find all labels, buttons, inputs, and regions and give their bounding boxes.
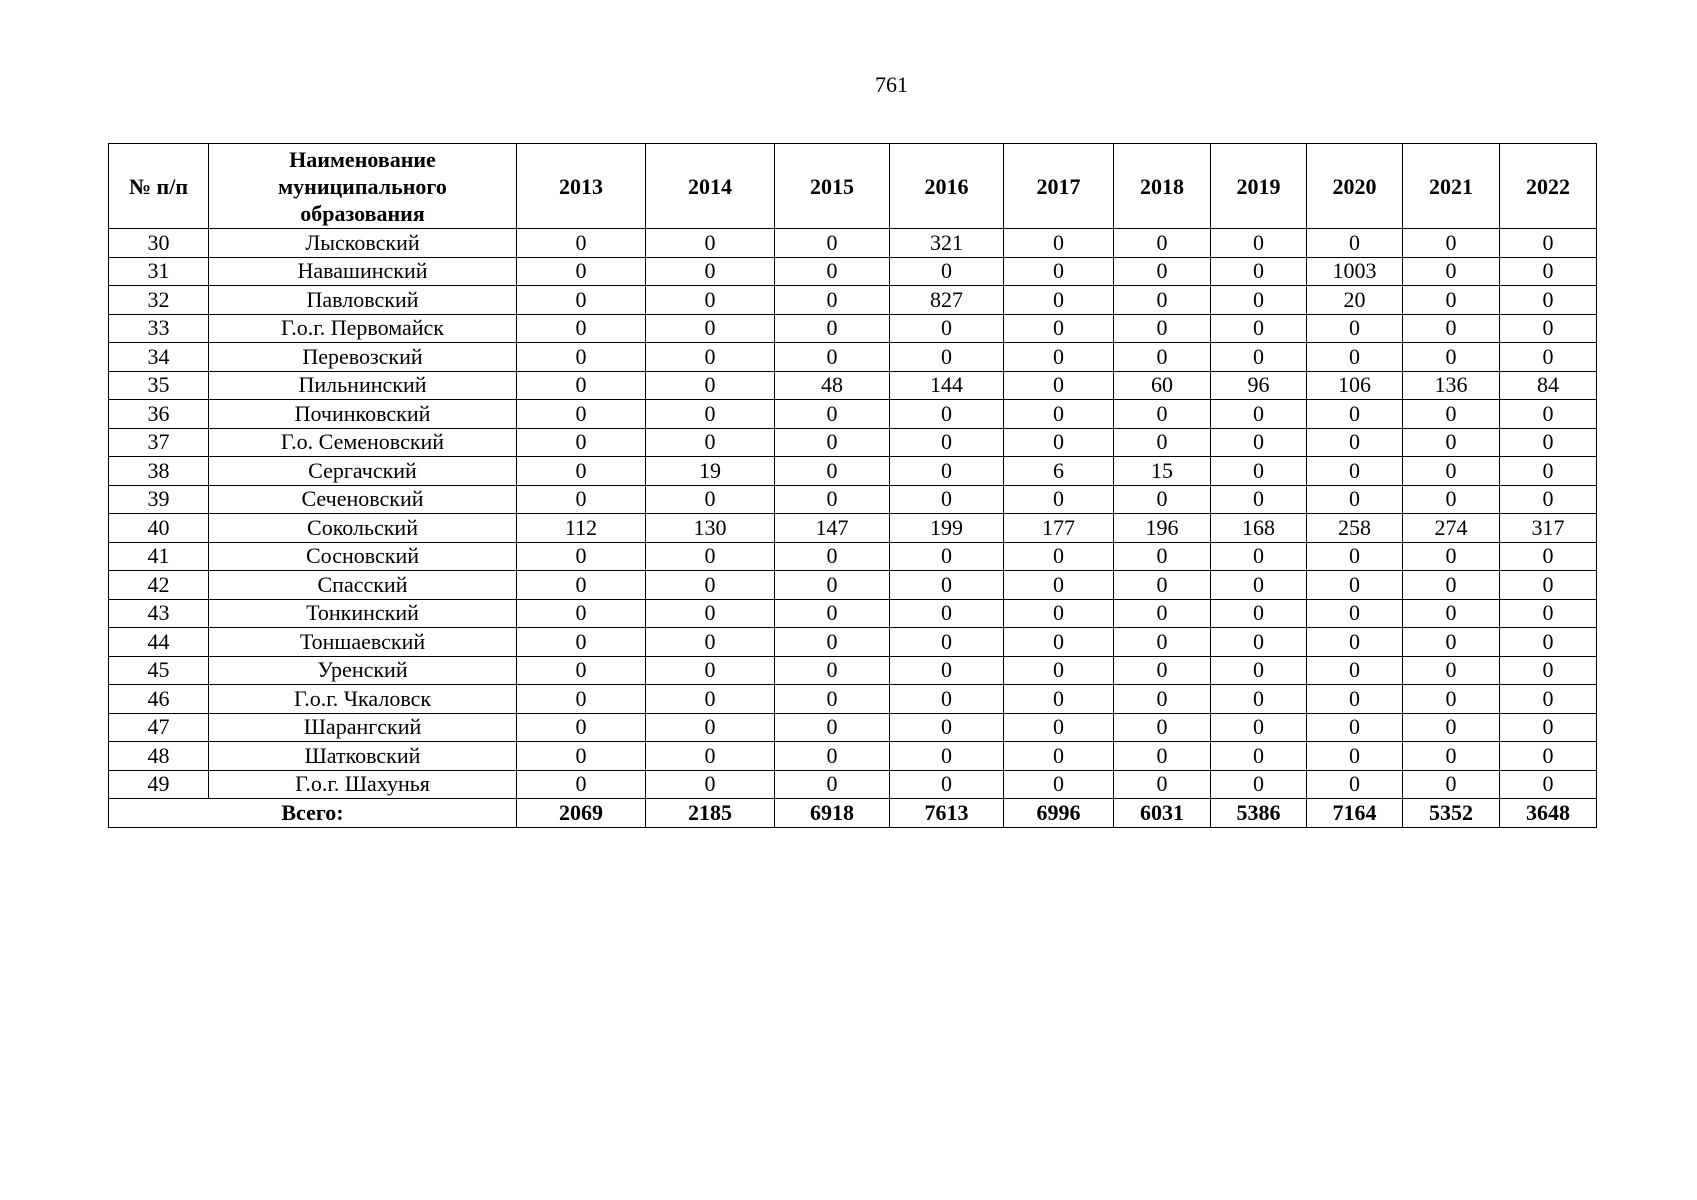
- row-number-cell: 31: [109, 257, 209, 286]
- table-row: [109, 400, 1597, 429]
- value-cell: 0: [1307, 542, 1403, 571]
- table-row: [109, 742, 1597, 771]
- value-cell: 0: [775, 286, 890, 315]
- value-cell: 0: [1211, 599, 1307, 628]
- value-cell: 0: [1114, 770, 1211, 799]
- table-row: [109, 343, 1597, 372]
- value-cell: 0: [775, 713, 890, 742]
- value-cell: 0: [1307, 457, 1403, 486]
- value-cell: 19: [646, 457, 775, 486]
- value-cell: 0: [646, 628, 775, 657]
- value-cell: 0: [1211, 542, 1307, 571]
- value-cell: 0: [1004, 656, 1114, 685]
- row-number-cell: 44: [109, 628, 209, 657]
- value-cell: 0: [517, 400, 646, 429]
- value-cell: 0: [1500, 286, 1597, 315]
- header-name-line: муниципального: [278, 173, 447, 199]
- value-cell: 0: [646, 685, 775, 714]
- total-cell: 5386: [1211, 799, 1307, 828]
- value-cell: 0: [1500, 542, 1597, 571]
- value-cell: 321: [890, 229, 1004, 258]
- value-cell: 0: [646, 742, 775, 771]
- header-year: 2021: [1403, 144, 1500, 229]
- header-year: 2022: [1500, 144, 1597, 229]
- value-cell: 0: [1004, 229, 1114, 258]
- value-cell: 0: [1211, 485, 1307, 514]
- value-cell: 0: [1403, 428, 1500, 457]
- value-cell: 0: [1500, 485, 1597, 514]
- value-cell: 112: [517, 514, 646, 543]
- header-year: 2015: [775, 144, 890, 229]
- value-cell: 0: [646, 343, 775, 372]
- value-cell: 0: [1307, 571, 1403, 600]
- value-cell: 0: [1500, 343, 1597, 372]
- row-number-cell: 32: [109, 286, 209, 315]
- municipality-name-cell: Сергачский: [209, 457, 517, 486]
- value-cell: 0: [890, 257, 1004, 286]
- total-label: Всего:: [109, 799, 517, 828]
- value-cell: 0: [1307, 343, 1403, 372]
- value-cell: 0: [517, 571, 646, 600]
- municipality-name-cell: Тонкинский: [209, 599, 517, 628]
- value-cell: 0: [775, 229, 890, 258]
- value-cell: 0: [1004, 314, 1114, 343]
- value-cell: 0: [646, 257, 775, 286]
- value-cell: 0: [1114, 599, 1211, 628]
- value-cell: 0: [646, 599, 775, 628]
- value-cell: 0: [775, 542, 890, 571]
- value-cell: 84: [1500, 371, 1597, 400]
- value-cell: 0: [890, 628, 1004, 657]
- row-number-cell: 40: [109, 514, 209, 543]
- value-cell: 0: [890, 314, 1004, 343]
- value-cell: 199: [890, 514, 1004, 543]
- value-cell: 0: [775, 457, 890, 486]
- table-row: [109, 770, 1597, 799]
- header-num: № п/п: [109, 144, 209, 229]
- total-cell: 2185: [646, 799, 775, 828]
- row-number-cell: 46: [109, 685, 209, 714]
- value-cell: 0: [1004, 400, 1114, 429]
- value-cell: 0: [517, 343, 646, 372]
- value-cell: 0: [1500, 428, 1597, 457]
- value-cell: 0: [775, 599, 890, 628]
- value-cell: 0: [1403, 656, 1500, 685]
- value-cell: 0: [890, 742, 1004, 771]
- municipality-name-cell: Починковский: [209, 400, 517, 429]
- value-cell: 0: [1307, 229, 1403, 258]
- value-cell: 0: [1307, 599, 1403, 628]
- value-cell: 0: [1211, 628, 1307, 657]
- value-cell: 0: [1114, 542, 1211, 571]
- value-cell: 0: [517, 742, 646, 771]
- value-cell: 0: [1403, 628, 1500, 657]
- value-cell: 0: [775, 257, 890, 286]
- value-cell: 96: [1211, 371, 1307, 400]
- table-row: [109, 286, 1597, 315]
- value-cell: 0: [646, 571, 775, 600]
- value-cell: 0: [775, 428, 890, 457]
- page-number: 761: [875, 72, 908, 97]
- total-row: [109, 799, 1597, 828]
- value-cell: 317: [1500, 514, 1597, 543]
- value-cell: 0: [646, 371, 775, 400]
- row-number-cell: 48: [109, 742, 209, 771]
- value-cell: 0: [1500, 457, 1597, 486]
- municipality-name-cell: Тоншаевский: [209, 628, 517, 657]
- value-cell: 0: [646, 428, 775, 457]
- value-cell: 0: [1004, 542, 1114, 571]
- header-year: 2014: [646, 144, 775, 229]
- table-row: [109, 514, 1597, 543]
- value-cell: 0: [1114, 343, 1211, 372]
- header-year: 2016: [890, 144, 1004, 229]
- value-cell: 0: [1211, 770, 1307, 799]
- value-cell: 0: [1004, 628, 1114, 657]
- municipality-name-cell: Уренский: [209, 656, 517, 685]
- value-cell: 0: [1211, 742, 1307, 771]
- value-cell: 0: [1403, 742, 1500, 771]
- value-cell: 0: [890, 656, 1004, 685]
- table-row: [109, 371, 1597, 400]
- value-cell: 0: [890, 685, 1004, 714]
- value-cell: 0: [890, 770, 1004, 799]
- value-cell: 0: [517, 457, 646, 486]
- value-cell: 0: [890, 343, 1004, 372]
- value-cell: 0: [517, 656, 646, 685]
- value-cell: 0: [1500, 257, 1597, 286]
- value-cell: 15: [1114, 457, 1211, 486]
- value-cell: 0: [517, 257, 646, 286]
- data-table-container: [108, 143, 1596, 828]
- value-cell: 0: [646, 485, 775, 514]
- row-number-cell: 37: [109, 428, 209, 457]
- value-cell: 0: [1211, 343, 1307, 372]
- value-cell: 0: [1114, 685, 1211, 714]
- row-number-cell: 47: [109, 713, 209, 742]
- value-cell: 0: [1211, 257, 1307, 286]
- value-cell: 0: [1403, 229, 1500, 258]
- value-cell: 0: [1500, 656, 1597, 685]
- value-cell: 0: [1114, 628, 1211, 657]
- value-cell: 0: [517, 485, 646, 514]
- value-cell: 0: [646, 542, 775, 571]
- value-cell: 0: [1307, 485, 1403, 514]
- table-row: [109, 656, 1597, 685]
- value-cell: 196: [1114, 514, 1211, 543]
- value-cell: 0: [775, 685, 890, 714]
- value-cell: 0: [1004, 371, 1114, 400]
- value-cell: 0: [1307, 428, 1403, 457]
- municipality-name-cell: Спасский: [209, 571, 517, 600]
- table-row: [109, 685, 1597, 714]
- value-cell: 0: [1211, 713, 1307, 742]
- table-row: [109, 314, 1597, 343]
- value-cell: 147: [775, 514, 890, 543]
- value-cell: 0: [1211, 286, 1307, 315]
- table-row: [109, 599, 1597, 628]
- value-cell: 0: [775, 742, 890, 771]
- value-cell: 0: [1114, 314, 1211, 343]
- table-row: [109, 628, 1597, 657]
- header-year: 2019: [1211, 144, 1307, 229]
- value-cell: 0: [890, 713, 1004, 742]
- row-number-cell: 38: [109, 457, 209, 486]
- municipality-name-cell: Сосновский: [209, 542, 517, 571]
- value-cell: 0: [1004, 286, 1114, 315]
- municipality-name-cell: Сокольский: [209, 514, 517, 543]
- row-number-cell: 41: [109, 542, 209, 571]
- total-cell: 3648: [1500, 799, 1597, 828]
- value-cell: 0: [775, 314, 890, 343]
- value-cell: 0: [517, 685, 646, 714]
- row-number-cell: 43: [109, 599, 209, 628]
- total-cell: 6996: [1004, 799, 1114, 828]
- value-cell: 0: [1211, 428, 1307, 457]
- value-cell: 0: [646, 656, 775, 685]
- value-cell: 0: [890, 428, 1004, 457]
- value-cell: 106: [1307, 371, 1403, 400]
- value-cell: 0: [646, 229, 775, 258]
- table-row: [109, 571, 1597, 600]
- value-cell: 0: [775, 770, 890, 799]
- municipality-name-cell: Шарангский: [209, 713, 517, 742]
- value-cell: 0: [1004, 685, 1114, 714]
- value-cell: 0: [1403, 542, 1500, 571]
- value-cell: 0: [1004, 485, 1114, 514]
- value-cell: 0: [517, 371, 646, 400]
- value-cell: 258: [1307, 514, 1403, 543]
- value-cell: 0: [890, 571, 1004, 600]
- table-row: [109, 542, 1597, 571]
- value-cell: 0: [1403, 599, 1500, 628]
- value-cell: 0: [1403, 286, 1500, 315]
- table-row: [109, 457, 1597, 486]
- value-cell: 0: [1500, 742, 1597, 771]
- value-cell: 0: [1403, 485, 1500, 514]
- value-cell: 0: [1500, 571, 1597, 600]
- value-cell: 20: [1307, 286, 1403, 315]
- value-cell: 168: [1211, 514, 1307, 543]
- table-row: [109, 229, 1597, 258]
- table-row: [109, 428, 1597, 457]
- value-cell: 0: [1114, 656, 1211, 685]
- value-cell: 0: [890, 542, 1004, 571]
- value-cell: 0: [1403, 257, 1500, 286]
- row-number-cell: 45: [109, 656, 209, 685]
- value-cell: 177: [1004, 514, 1114, 543]
- municipality-name-cell: Шатковский: [209, 742, 517, 771]
- row-number-cell: 36: [109, 400, 209, 429]
- value-cell: 0: [1114, 571, 1211, 600]
- value-cell: 0: [1403, 770, 1500, 799]
- value-cell: 0: [1114, 400, 1211, 429]
- value-cell: 0: [517, 599, 646, 628]
- municipality-name-cell: Г.о.г. Шахунья: [209, 770, 517, 799]
- value-cell: 0: [646, 314, 775, 343]
- value-cell: 0: [1500, 713, 1597, 742]
- value-cell: 0: [890, 485, 1004, 514]
- value-cell: 0: [775, 656, 890, 685]
- table-footer: [109, 799, 1597, 828]
- value-cell: 0: [1211, 656, 1307, 685]
- value-cell: 0: [1403, 343, 1500, 372]
- header-year: 2013: [517, 144, 646, 229]
- header-row: [109, 144, 1597, 229]
- value-cell: 0: [517, 286, 646, 315]
- value-cell: 136: [1403, 371, 1500, 400]
- value-cell: 0: [1211, 229, 1307, 258]
- value-cell: 0: [517, 628, 646, 657]
- value-cell: 0: [646, 770, 775, 799]
- row-number-cell: 30: [109, 229, 209, 258]
- table-body: [109, 229, 1597, 799]
- value-cell: 0: [1307, 314, 1403, 343]
- row-number-cell: 34: [109, 343, 209, 372]
- value-cell: 0: [775, 400, 890, 429]
- value-cell: 0: [890, 400, 1004, 429]
- value-cell: 0: [646, 400, 775, 429]
- value-cell: 144: [890, 371, 1004, 400]
- value-cell: 0: [1004, 713, 1114, 742]
- value-cell: 0: [1211, 314, 1307, 343]
- value-cell: 0: [1004, 257, 1114, 286]
- municipality-name-cell: Павловский: [209, 286, 517, 315]
- value-cell: 0: [1004, 428, 1114, 457]
- value-cell: 0: [1307, 713, 1403, 742]
- value-cell: 0: [1114, 713, 1211, 742]
- municipality-name-cell: Сеченовский: [209, 485, 517, 514]
- municipality-name-cell: Перевозский: [209, 343, 517, 372]
- value-cell: 827: [890, 286, 1004, 315]
- value-cell: 0: [775, 485, 890, 514]
- value-cell: 0: [517, 428, 646, 457]
- value-cell: 0: [1500, 314, 1597, 343]
- value-cell: 60: [1114, 371, 1211, 400]
- value-cell: 0: [517, 229, 646, 258]
- header-year: 2020: [1307, 144, 1403, 229]
- value-cell: 0: [890, 457, 1004, 486]
- value-cell: 0: [1500, 685, 1597, 714]
- header-year: 2018: [1114, 144, 1211, 229]
- value-cell: 0: [1211, 685, 1307, 714]
- value-cell: 0: [1500, 599, 1597, 628]
- value-cell: 0: [1004, 770, 1114, 799]
- value-cell: 0: [1403, 314, 1500, 343]
- value-cell: 0: [1211, 457, 1307, 486]
- row-number-cell: 39: [109, 485, 209, 514]
- header-year: 2017: [1004, 144, 1114, 229]
- row-number-cell: 42: [109, 571, 209, 600]
- value-cell: 0: [1307, 685, 1403, 714]
- value-cell: 0: [775, 628, 890, 657]
- value-cell: 0: [1403, 713, 1500, 742]
- value-cell: 0: [1307, 656, 1403, 685]
- value-cell: 0: [1307, 742, 1403, 771]
- value-cell: 0: [646, 286, 775, 315]
- table-header: [109, 144, 1597, 229]
- value-cell: 1003: [1307, 257, 1403, 286]
- total-cell: 6918: [775, 799, 890, 828]
- value-cell: 0: [890, 599, 1004, 628]
- value-cell: 48: [775, 371, 890, 400]
- value-cell: 0: [646, 713, 775, 742]
- row-number-cell: 33: [109, 314, 209, 343]
- value-cell: 6: [1004, 457, 1114, 486]
- value-cell: 0: [1114, 485, 1211, 514]
- municipality-name-cell: Лысковский: [209, 229, 517, 258]
- value-cell: 0: [775, 343, 890, 372]
- value-cell: 0: [517, 770, 646, 799]
- value-cell: 0: [1500, 229, 1597, 258]
- value-cell: 0: [1114, 257, 1211, 286]
- value-cell: 0: [1114, 229, 1211, 258]
- value-cell: 0: [1004, 571, 1114, 600]
- municipality-name-cell: Г.о. Семеновский: [209, 428, 517, 457]
- total-cell: 6031: [1114, 799, 1211, 828]
- table-row: [109, 257, 1597, 286]
- value-cell: 0: [1004, 599, 1114, 628]
- table-row: [109, 485, 1597, 514]
- value-cell: 130: [646, 514, 775, 543]
- value-cell: 0: [1114, 742, 1211, 771]
- value-cell: 0: [1114, 286, 1211, 315]
- total-cell: 7164: [1307, 799, 1403, 828]
- municipality-name-cell: Навашинский: [209, 257, 517, 286]
- municipality-name-cell: Пильнинский: [209, 371, 517, 400]
- value-cell: 0: [1004, 742, 1114, 771]
- row-number-cell: 49: [109, 770, 209, 799]
- value-cell: 0: [1211, 400, 1307, 429]
- header-name-line: образования: [300, 200, 425, 226]
- value-cell: 0: [1500, 770, 1597, 799]
- header-name-line: Наименование: [289, 146, 436, 172]
- municipality-name-cell: Г.о.г. Чкаловск: [209, 685, 517, 714]
- value-cell: 0: [517, 314, 646, 343]
- value-cell: 274: [1403, 514, 1500, 543]
- value-cell: 0: [1403, 571, 1500, 600]
- value-cell: 0: [517, 542, 646, 571]
- value-cell: 0: [1307, 400, 1403, 429]
- value-cell: 0: [1500, 400, 1597, 429]
- value-cell: 0: [517, 713, 646, 742]
- value-cell: 0: [1403, 685, 1500, 714]
- header-name: [209, 144, 517, 229]
- value-cell: 0: [1307, 770, 1403, 799]
- total-cell: 2069: [517, 799, 646, 828]
- value-cell: 0: [1403, 457, 1500, 486]
- table-row: [109, 713, 1597, 742]
- value-cell: 0: [775, 571, 890, 600]
- total-cell: 5352: [1403, 799, 1500, 828]
- municipality-name-cell: Г.о.г. Первомайск: [209, 314, 517, 343]
- row-number-cell: 35: [109, 371, 209, 400]
- data-table: [108, 143, 1597, 828]
- total-cell: 7613: [890, 799, 1004, 828]
- value-cell: 0: [1500, 628, 1597, 657]
- value-cell: 0: [1403, 400, 1500, 429]
- value-cell: 0: [1114, 428, 1211, 457]
- value-cell: 0: [1307, 628, 1403, 657]
- value-cell: 0: [1211, 571, 1307, 600]
- value-cell: 0: [1004, 343, 1114, 372]
